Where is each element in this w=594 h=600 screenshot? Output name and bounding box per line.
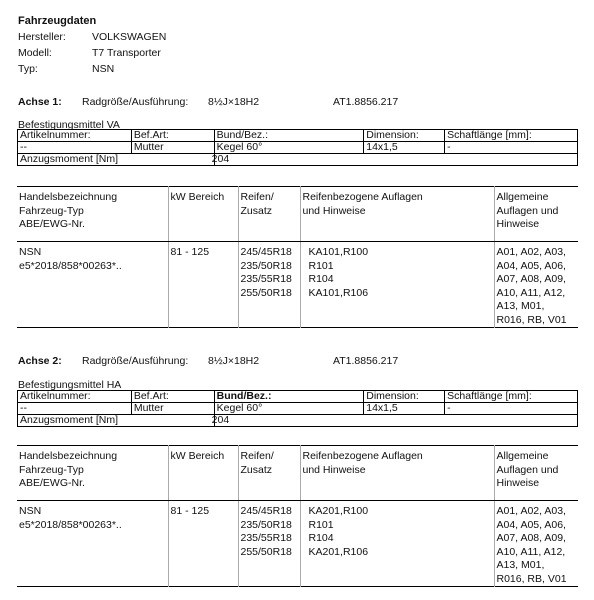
cell-line: e5*2018/858*00263*.. <box>19 259 122 272</box>
header-line: Handelsbezeichnung <box>19 191 118 203</box>
axle-2-fixing-title: Befestigungsmittel HA <box>18 379 122 391</box>
tyre-header-kw <box>168 187 238 242</box>
fix-value-dimension: 14x1,5 <box>364 142 445 154</box>
type-value: NSN <box>92 63 115 75</box>
axle-1-tyre-table <box>17 186 578 328</box>
page-title: Fahrzeugdaten <box>18 15 97 27</box>
torque-label: Anzugsmoment [Nm] <box>18 415 215 427</box>
cell-line: 235/50R18 <box>240 259 292 272</box>
cell-line: 235/55R18 <box>240 532 292 544</box>
fix-value-article: -- <box>18 142 132 154</box>
tyre-header-conditions <box>300 187 494 242</box>
header-line: Handelsbezeichnung <box>19 450 118 462</box>
header-line: Allgemeine <box>496 191 549 203</box>
cell-line: A13, M01, <box>496 300 545 312</box>
header-line: Reifen/ <box>240 191 274 203</box>
cell-line: KA101,R100 <box>308 246 369 258</box>
header-line: Reifenbezogene Auflagen <box>302 191 423 203</box>
header-line: Fahrzeug-Typ <box>19 204 84 217</box>
fix-value-shaft: - <box>445 142 578 154</box>
fix-value-collar: Kegel 60° <box>214 403 364 415</box>
cell-line: R104 <box>308 532 334 544</box>
cell-line: R016, RB, V01 <box>496 572 567 585</box>
cell-line: A04, A05, A06, <box>496 518 566 531</box>
torque-value <box>211 414 577 427</box>
header-line: kW Bereich <box>170 450 225 462</box>
axle-1-size-label: Radgröße/Ausführung: <box>82 96 189 108</box>
manufacturer-value: VOLKSWAGEN <box>92 31 167 43</box>
tyre-header-conditions <box>300 446 494 501</box>
fix-header-collar: Bund/Bez.: <box>214 130 364 142</box>
axle-2-title: Achse 2: <box>18 355 62 367</box>
torque-value <box>211 153 577 166</box>
tyre-header-tyres <box>238 446 300 501</box>
header-line: und Hinweise <box>302 204 366 217</box>
cell-line: A04, A05, A06, <box>496 259 566 272</box>
axle-1-size-value: 8½J×18H2 <box>208 96 260 108</box>
cell-line: 255/50R18 <box>240 286 292 299</box>
cell-line: KA101,R106 <box>308 286 369 299</box>
cell-line: 245/45R18 <box>240 505 292 517</box>
model-value: T7 Transporter <box>92 47 161 59</box>
fix-value-collar: Kegel 60° <box>214 142 364 154</box>
cell-line: A07, A08, A09, <box>496 273 566 285</box>
tyre-header-tyres <box>238 187 300 242</box>
header-line: Zusatz <box>240 463 273 476</box>
cell-line: KA201,R100 <box>308 505 369 517</box>
tyre-row-kw <box>168 501 238 587</box>
tyre-row-general <box>494 242 578 328</box>
header-line: Hinweise <box>496 477 540 489</box>
cell-line: 235/55R18 <box>240 273 292 285</box>
cell-line: 255/50R18 <box>240 545 292 558</box>
tyre-row-designation <box>17 242 168 328</box>
header-line: ABE/EWG-Nr. <box>19 477 85 489</box>
cell-line: A07, A08, A09, <box>496 532 566 544</box>
cell-line: NSN <box>19 246 42 258</box>
cell-line: KA201,R106 <box>308 545 369 558</box>
cell-line: A01, A02, A03, <box>496 246 566 258</box>
header-line: Reifenbezogene Auflagen <box>302 450 423 462</box>
tyre-row-tyres <box>238 242 300 328</box>
header-line: kW Bereich <box>170 191 225 203</box>
torque-number: 204 <box>211 153 230 165</box>
model-label: Modell: <box>18 47 52 59</box>
tyre-header-general <box>494 446 578 501</box>
fix-header-collar: Bund/Bez.: <box>214 391 364 403</box>
header-line: ABE/EWG-Nr. <box>19 218 85 230</box>
cell-line: e5*2018/858*00263*.. <box>19 518 122 531</box>
header-line: und Hinweise <box>302 463 366 476</box>
axle-2-size-value: 8½J×18H2 <box>208 355 260 367</box>
cell-line: 245/45R18 <box>240 246 292 258</box>
cell-line: A10, A11, A12, <box>496 545 566 558</box>
fix-header-shaft: Schaftlänge [mm]: <box>445 391 578 403</box>
tyre-row-conditions <box>300 501 494 587</box>
cell-line: 235/50R18 <box>240 518 292 531</box>
cell-line: R016, RB, V01 <box>496 313 567 326</box>
axle-2-tyre-table <box>17 445 578 587</box>
tyre-header-designation <box>17 187 168 242</box>
axle-2-code: AT1.8856.217 <box>333 355 399 367</box>
fix-header-dimension: Dimension: <box>364 130 445 142</box>
fix-value-dimension: 14x1,5 <box>364 403 445 415</box>
cell-line: NSN <box>19 505 42 517</box>
cell-line: A10, A11, A12, <box>496 286 566 299</box>
axle-2-size-label: Radgröße/Ausführung: <box>82 355 189 367</box>
header-line: Zusatz <box>240 204 273 217</box>
cell-line: R101 <box>308 259 334 272</box>
axle-1-title: Achse 1: <box>18 96 62 108</box>
torque-number: 204 <box>211 414 230 426</box>
tyre-row-general <box>494 501 578 587</box>
header-line: Hinweise <box>496 218 540 230</box>
tyre-header-general <box>494 187 578 242</box>
cell-line: A01, A02, A03, <box>496 505 566 517</box>
header-line: Allgemeine <box>496 450 549 462</box>
fix-value-type: Mutter <box>131 142 214 154</box>
fix-value-type: Mutter <box>131 403 214 415</box>
fix-header-shaft: Schaftlänge [mm]: <box>445 130 578 142</box>
axle-1-code: AT1.8856.217 <box>333 96 399 108</box>
tyre-row-designation <box>17 501 168 587</box>
axle-1-fixing-table <box>17 129 578 166</box>
cell-line: R101 <box>308 518 334 531</box>
header-line: Auflagen und <box>496 204 559 217</box>
cell-line: 81 - 125 <box>170 246 210 258</box>
type-label: Typ: <box>18 63 38 75</box>
tyre-row-conditions <box>300 242 494 328</box>
tyre-row-kw <box>168 242 238 328</box>
fix-header-article: Artikelnummer: <box>18 391 132 403</box>
fix-header-type: Bef.Art: <box>131 391 214 403</box>
torque-label: Anzugsmoment [Nm] <box>18 154 215 166</box>
fix-value-article: -- <box>18 403 132 415</box>
fix-header-article: Artikelnummer: <box>18 130 132 142</box>
tyre-header-kw <box>168 446 238 501</box>
fix-header-type: Bef.Art: <box>131 130 214 142</box>
axle-2-fixing-table <box>17 390 578 427</box>
manufacturer-label: Hersteller: <box>18 31 66 43</box>
header-line: Auflagen und <box>496 463 559 476</box>
header-line: Reifen/ <box>240 450 274 462</box>
fix-value-shaft: - <box>445 403 578 415</box>
axle-1-fixing-title: Befestigungsmittel VA <box>18 119 120 131</box>
header-line: Fahrzeug-Typ <box>19 463 84 476</box>
tyre-header-designation <box>17 446 168 501</box>
tyre-row-tyres <box>238 501 300 587</box>
fix-header-dimension: Dimension: <box>364 391 445 403</box>
cell-line: R104 <box>308 273 334 285</box>
cell-line: A13, M01, <box>496 559 545 571</box>
cell-line: 81 - 125 <box>170 505 210 517</box>
